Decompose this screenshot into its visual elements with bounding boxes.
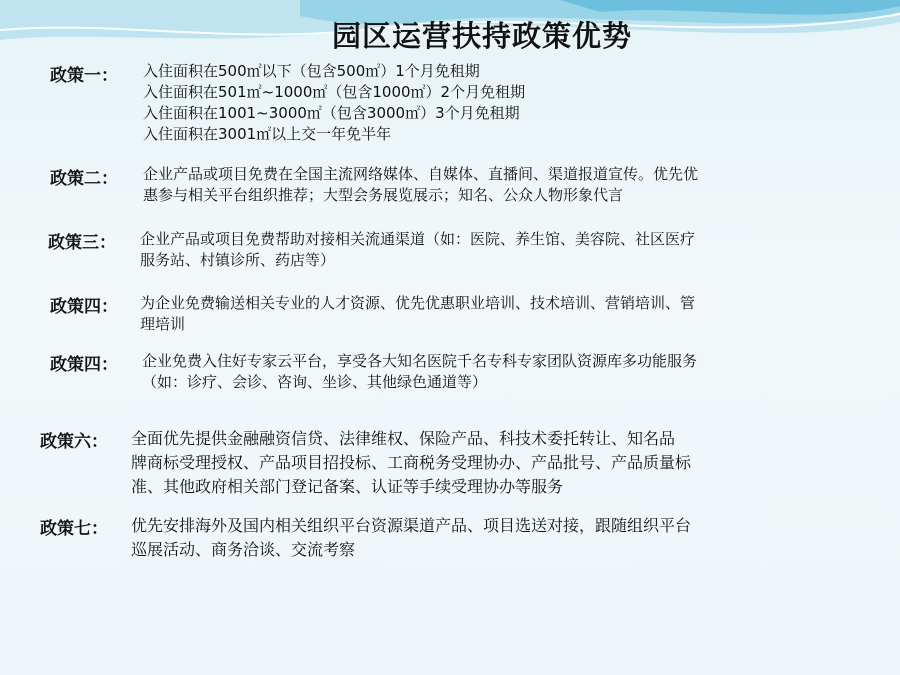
policy-3-line-1: 企业产品或项目免费帮助对接相关流通渠道（如：医院、养生馆、美容院、社区医疗 <box>140 230 696 248</box>
policy-1-text <box>143 61 525 145</box>
policy-5-line-1: 企业免费入住好专家云平台，享受各大知名医院千名专科专家团队资源库多功能服务 <box>142 352 698 370</box>
policy-6-line-1: 全面优先提供金融融资信贷、法律维权、保险产品、科技术委托转让、知名品 <box>131 429 676 448</box>
policy-5-label: 政策四： <box>50 355 118 375</box>
policy-2-text <box>143 164 698 206</box>
policy-5-line-2: （如：诊疗、会诊、咨询、坐诊、其他绿色通道等） <box>142 373 488 391</box>
policy-4-line-2: 理培训 <box>140 315 186 333</box>
policy-1-line-2: 入住面积在501㎡~1000㎡（包含1000㎡）2个月免租期 <box>143 83 526 101</box>
policy-2-label: 政策二： <box>50 169 118 189</box>
policy-2-line-2: 惠参与相关平台组织推荐；大型会务展览展示；知名、公众人物形象代言 <box>143 186 624 204</box>
policy-2-line-1: 企业产品或项目免费在全国主流网络媒体、自媒体、直播间、渠道报道宣传。优先优 <box>143 165 699 183</box>
policy-7-text <box>131 514 691 562</box>
policy-5-text <box>142 351 697 393</box>
policy-1-line-3: 入住面积在1001~3000㎡（包含3000㎡）3个月免租期 <box>143 104 520 122</box>
policy-7-line-1: 优先安排海外及国内相关组织平台资源渠道产品、项目选送对接，跟随组织平台 <box>131 516 692 535</box>
policy-1-line-4: 入住面积在3001㎡以上交一年免半年 <box>143 125 392 143</box>
policy-6-line-3: 准、其他政府相关部门登记备案、认证等手续受理协办等服务 <box>131 477 564 496</box>
policy-7-line-2: 巡展活动、商务洽谈、交流考察 <box>131 540 356 559</box>
policy-4-text <box>140 293 695 335</box>
policy-6-text <box>131 427 691 499</box>
policy-3-line-2: 服务站、村镇诊所、药店等） <box>140 251 336 269</box>
page-title: 园区运营扶持政策优势 <box>332 19 633 53</box>
policy-4-label: 政策四： <box>50 297 118 317</box>
policy-6-line-2: 牌商标受理授权、产品项目招投标、工商税务受理协办、产品批号、产品质量标 <box>131 453 692 472</box>
policy-3-label: 政策三： <box>48 233 116 253</box>
policy-6-label: 政策六： <box>40 432 108 452</box>
policy-1-line-1: 入住面积在500㎡以下（包含500㎡）1个月免租期 <box>143 62 480 80</box>
policy-3-text <box>140 229 695 271</box>
policy-4-line-1: 为企业免费输送相关专业的人才资源、优先优惠职业培训、技术培训、营销培训、管 <box>140 294 696 312</box>
policy-7-label: 政策七： <box>40 519 108 539</box>
policy-1-label: 政策一： <box>50 66 118 86</box>
